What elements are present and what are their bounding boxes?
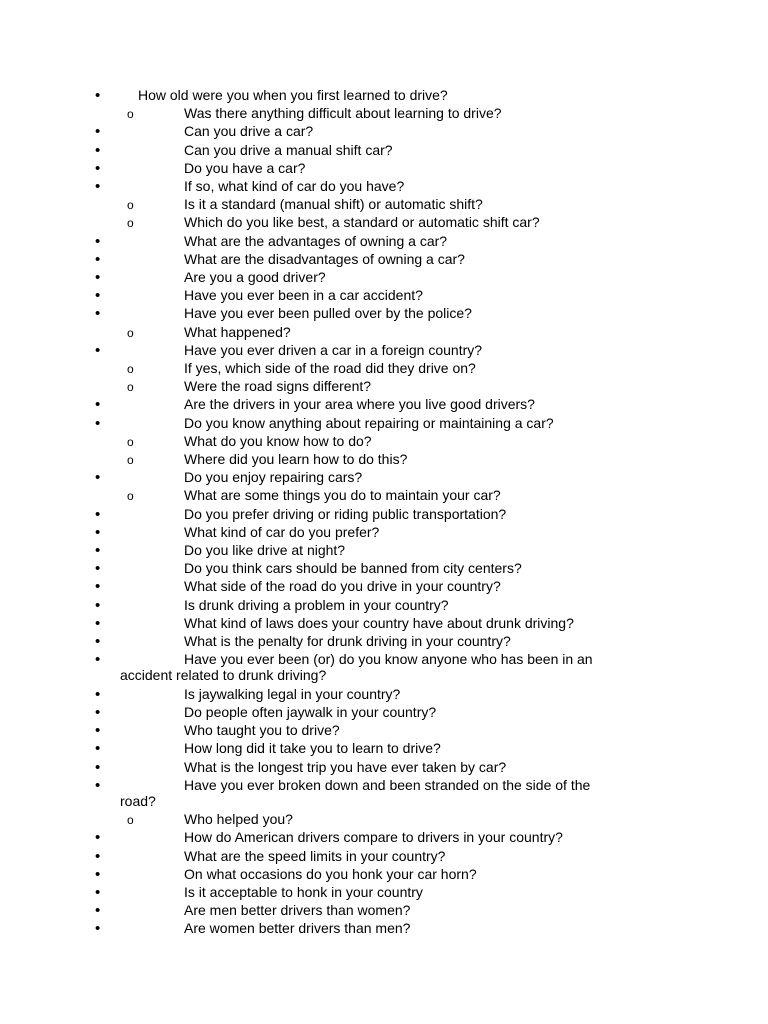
sub-bullet-marker: o	[127, 434, 134, 449]
bullet-marker: •	[95, 523, 101, 541]
sub-bullet-marker: o	[127, 489, 134, 504]
question-text: Have you ever been (or) do you know anyone who has been in an	[184, 651, 593, 668]
question-text: How old were you when you first learned to drive?	[138, 87, 448, 103]
sub-bullet-marker: o	[127, 380, 134, 395]
sub-bullet-marker: o	[127, 107, 134, 122]
bullet-marker: •	[95, 505, 101, 523]
bullet-marker: •	[95, 633, 101, 650]
sub-bullet-marker: o	[127, 325, 134, 340]
question-text: What are the disadvantages of owning a car?	[184, 250, 465, 267]
bullet-marker: •	[95, 542, 101, 559]
question-text: What happened?	[184, 323, 291, 340]
question-text: Do you prefer driving or riding public transportation?	[184, 505, 507, 522]
bullet-marker: •	[95, 269, 101, 286]
question-text: If so, what kind of car do you have?	[184, 178, 405, 194]
bullet-marker: •	[95, 703, 101, 721]
bullet-marker: •	[95, 123, 101, 141]
question-text-continuation: road?	[120, 792, 156, 809]
question-text: Who helped you?	[184, 811, 293, 828]
question-text: What side of the road do you drive in your country?	[184, 578, 501, 595]
question-text: On what occasions do you honk your car horn?	[184, 865, 477, 882]
bullet-marker: •	[95, 884, 101, 901]
question-text: Can you drive a car?	[184, 123, 314, 140]
bullet-marker: •	[95, 902, 101, 920]
bullet-marker: •	[95, 758, 101, 776]
question-text: If yes, which side of the road did they drive on?	[184, 360, 476, 376]
bullet-marker: •	[95, 920, 101, 938]
sub-bullet-marker: o	[127, 813, 134, 828]
bullet-marker: •	[95, 847, 101, 865]
bullet-marker: •	[95, 469, 101, 487]
question-text: Have you ever been pulled over by the police?	[184, 305, 472, 322]
question-text: Are the drivers in your area where you live good drivers?	[184, 396, 535, 413]
bullet-marker: •	[95, 250, 101, 268]
bullet-marker: •	[95, 829, 101, 847]
question-text-continuation: accident related to drunk driving?	[120, 667, 327, 684]
question-text: Who taught you to drive?	[184, 722, 340, 739]
question-text: Can you drive a manual shift car?	[184, 141, 393, 158]
bullet-marker: •	[95, 865, 101, 883]
sub-bullet-marker: o	[127, 216, 134, 231]
bullet-marker: •	[95, 414, 101, 432]
question-text: Do you think cars should be banned from city centers?	[184, 560, 522, 577]
bullet-marker: •	[95, 341, 101, 359]
bullet-marker: •	[95, 287, 101, 305]
bullet-marker: •	[95, 560, 101, 578]
bullet-marker: •	[95, 87, 101, 104]
question-text: Is it a standard (manual shift) or automatic shift?	[184, 196, 483, 213]
question-text: Do you enjoy repairing cars?	[184, 469, 363, 486]
question-text: Were the road signs different?	[184, 378, 372, 395]
bullet-marker: •	[95, 614, 101, 632]
question-text: Are you a good driver?	[184, 269, 326, 285]
question-text: What kind of car do you prefer?	[184, 523, 380, 540]
question-text: Which do you like best, a standard or automatic shift car?	[184, 214, 540, 231]
question-text: Do you like drive at night?	[184, 542, 346, 558]
bullet-marker: •	[95, 578, 101, 596]
question-text: Have you ever driven a car in a foreign country?	[184, 341, 483, 358]
sub-bullet-marker: o	[127, 453, 134, 467]
question-text: Is drunk driving a problem in your country?	[184, 596, 449, 613]
question-text: What is the longest trip you have ever taken by car?	[184, 758, 507, 775]
question-text: How long did it take you to learn to drive?	[184, 740, 441, 757]
question-text: What kind of laws does your country have about drunk driving?	[184, 614, 574, 631]
question-text: Have you ever broken down and been stranded on the side of the	[184, 776, 591, 793]
bullet-marker: •	[95, 159, 101, 177]
question-text: Are women better drivers than men?	[184, 920, 411, 937]
bullet-marker: •	[95, 740, 101, 758]
question-text: How do American drivers compare to drivers in your country?	[184, 829, 563, 846]
sub-bullet-marker: o	[127, 198, 134, 213]
question-text: Is it acceptable to honk in your country	[184, 884, 423, 900]
question-text: Do you have a car?	[184, 159, 306, 176]
sub-bullet-marker: o	[127, 362, 134, 376]
bullet-marker: •	[95, 596, 101, 614]
question-text: What are the speed limits in your country?	[184, 847, 446, 864]
bullet-marker: •	[95, 141, 101, 159]
bullet-marker: •	[95, 396, 101, 414]
bullet-marker: •	[95, 651, 101, 669]
bullet-marker: •	[95, 305, 101, 323]
bullet-marker: •	[95, 232, 101, 250]
bullet-marker: •	[95, 685, 101, 703]
question-text: Was there anything difficult about learning to drive?	[184, 105, 502, 122]
question-text: Where did you learn how to do this?	[184, 451, 408, 467]
bullet-marker: •	[95, 178, 101, 195]
question-text: What is the penalty for drunk driving in your country?	[184, 633, 511, 649]
bullet-marker: •	[95, 776, 101, 794]
question-text: What are the advantages of owning a car?	[184, 232, 448, 249]
question-text: Are men better drivers than women?	[184, 902, 411, 919]
question-text: Have you ever been in a car accident?	[184, 287, 423, 304]
question-text: Is jaywalking legal in your country?	[184, 685, 401, 702]
question-text: What do you know how to do?	[184, 432, 372, 449]
bullet-marker: •	[95, 722, 101, 740]
question-text: Do you know anything about repairing or maintaining a car?	[184, 414, 554, 431]
question-text: Do people often jaywalk in your country?	[184, 703, 437, 720]
question-text: What are some things you do to maintain your car?	[184, 487, 501, 504]
